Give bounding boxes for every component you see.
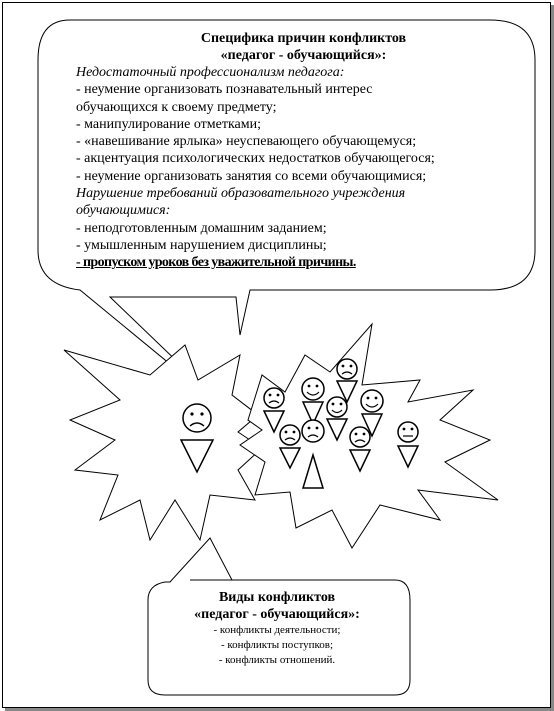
cause-line: - акцентуация психологических недостатков обучающегося;: [76, 151, 435, 167]
causes-title-line1: Специфика причин конфликтов: [200, 31, 407, 46]
conflict-type-item: - конфликты поступков;: [220, 639, 334, 651]
cause-line: обучающихся к своему предмету;: [76, 99, 277, 115]
conflict-type-item: - конфликты отношений.: [218, 654, 336, 666]
sad-face-icon: [350, 427, 370, 447]
sad-face-icon: [264, 388, 284, 408]
cause-line: Недостаточный профессионализм педагога:: [76, 65, 345, 80]
teacher-burst-shape: [64, 345, 262, 540]
smile-face-icon: [361, 390, 383, 412]
cause-line: - неподготовленным домашним заданием;: [76, 220, 327, 236]
sad-face-icon: [337, 359, 357, 379]
causes-title-line2: «педагог - обучающийся»:: [220, 48, 387, 63]
types-list: [152, 623, 402, 668]
sad-face-icon: [183, 404, 211, 432]
cause-line: - пропуском уроков без уважительной причины.: [76, 255, 356, 271]
cause-line: - неумение организовать занятия со всеми обучающимися;: [76, 168, 427, 184]
cause-line: - умышленным нарушением дисциплины;: [76, 237, 327, 253]
types-callout: [152, 589, 402, 668]
cause-line: - неумение организовать познавательный интерес: [76, 82, 373, 98]
conflict-type-item: - конфликты деятельности;: [213, 624, 341, 636]
types-title-line2: «педагог - обучающийся»:: [194, 607, 360, 622]
types-title-line1: Виды конфликтов: [218, 590, 336, 605]
sad-face-icon: [280, 425, 300, 445]
neutral-face-icon: [398, 422, 418, 442]
causes-list: [76, 64, 531, 272]
smile-face-icon: [327, 397, 347, 417]
cause-line: - «навешивание ярлыка» неуспевающего обучающемуся;: [76, 134, 417, 150]
causes-callout: [76, 30, 531, 272]
cause-line: Нарушение требований образовательного учреждения: [76, 186, 406, 202]
smile-face-icon: [302, 378, 324, 400]
cause-line: обучающимися:: [76, 203, 171, 219]
sad-face-icon: [302, 420, 324, 442]
cause-line: - манипулирование отметками;: [76, 116, 261, 132]
